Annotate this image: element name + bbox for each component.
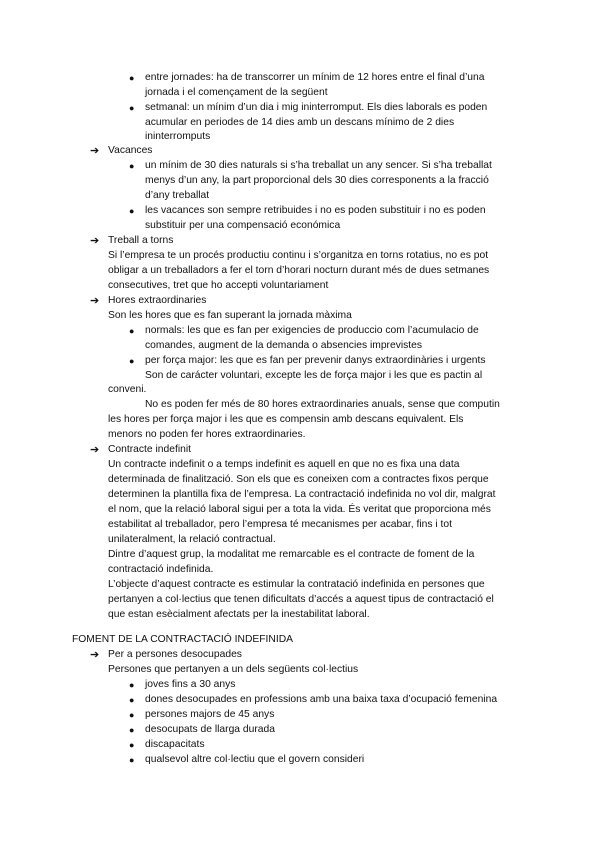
section-heading: Hores extraordinaries bbox=[108, 295, 207, 306]
text-line: conveni. bbox=[108, 384, 147, 395]
text-line: determinen la plantilla fixa de l’empresa. La contractació indefinida no vol dir, malgrat bbox=[108, 489, 496, 500]
section-heading: Per a persones desocupades bbox=[108, 649, 242, 660]
text-line: comandes, augment de la demanda o absencies imprevistes bbox=[145, 340, 423, 351]
bullet-icon: ● bbox=[129, 725, 135, 735]
text-line: normals: les que es fan per exigencies de produccio com l’acumulacio de bbox=[145, 325, 479, 336]
text-line: Son les hores que es fan superant la jornada màxima bbox=[108, 310, 352, 321]
section-heading: Treball a torns bbox=[108, 235, 174, 246]
list-item: desocupats de llarga durada bbox=[145, 724, 275, 735]
bullet-icon: ● bbox=[129, 740, 135, 750]
text-line: Dintre d’aquest grup, la modalitat me remarcable es el contracte de foment de la bbox=[108, 549, 475, 560]
text-line: L’objecte d’aquest contracte es estimular la contratació indefinida en persones que bbox=[108, 579, 485, 590]
arrow-right-icon: ➔ bbox=[90, 444, 100, 456]
text-line: setmanal: un mínim d’un dia i mig ininterromput. Els dies laborals es poden bbox=[145, 102, 488, 113]
text-line: el nom, que la relació laboral sigui per a tota la vida. És veritat que proporciona més bbox=[108, 504, 491, 515]
arrow-right-icon: ➔ bbox=[90, 295, 100, 307]
list-item: joves fins a 30 anys bbox=[145, 679, 236, 690]
text-line: entre jornades: ha de transcorrer un mínim de 12 hores entre el final d’una bbox=[145, 72, 485, 83]
text-line: substituir per una compensació económica bbox=[145, 220, 341, 231]
text-line: menys d’un any, la part proporcional dels 30 dies corresponents a la fracció bbox=[145, 175, 489, 186]
text-line: d’any treballat bbox=[145, 190, 210, 201]
list-item: dones desocupades en professions amb una baixa taxa d’ocupació femenina bbox=[145, 694, 498, 705]
text-line: les vacances son sempre retribuides i no es poden substituir i no es poden bbox=[145, 205, 486, 216]
section-heading: Vacances bbox=[108, 145, 153, 156]
text-line: estabilitat al treballador, pero l’empresa té mecanismes per acabar, fins i tot bbox=[108, 519, 452, 530]
arrow-right-icon: ➔ bbox=[90, 235, 100, 247]
arrow-right-icon: ➔ bbox=[90, 649, 100, 661]
text-line: un mínim de 30 dies naturals si s’ha treballat un any sencer. Si s’ha treballat bbox=[145, 160, 492, 171]
text-line: per força major: les que es fan per prevenir danys extraordinàries i urgents bbox=[145, 355, 486, 366]
text-line: les hores per força major i les que es compensin amb descans equivalent. Els bbox=[108, 414, 464, 425]
text-line: jornada i el començament de la següent bbox=[145, 87, 328, 98]
bullet-icon: ● bbox=[129, 755, 135, 765]
list-item: persones majors de 45 anys bbox=[145, 709, 275, 720]
text-line: contractació indefinida. bbox=[108, 564, 214, 575]
text-line: menors no poden fer hores extraordinaries. bbox=[108, 429, 306, 440]
text-line: Un contracte indefinit o a temps indefinit es aquell en que no es fixa una data bbox=[108, 459, 460, 470]
text-line: determinada de finalització. Son els que es coneixen com a contractes fixos perque bbox=[108, 474, 489, 485]
text-line: que estan esècialment afectats per la inestabilitat laboral. bbox=[108, 609, 370, 620]
text-line: acumular en periodes de 14 dies amb un descans mínimo de 2 dies bbox=[145, 117, 455, 128]
bullet-icon: ● bbox=[129, 695, 135, 705]
text-line: consecutives, tret que ho accepti voluntariament bbox=[108, 280, 329, 291]
bullet-icon: ● bbox=[129, 206, 135, 216]
bullet-icon: ● bbox=[129, 680, 135, 690]
arrow-right-icon: ➔ bbox=[90, 145, 100, 157]
bullet-icon: ● bbox=[129, 326, 135, 336]
text-line: unilateralment, la relació contractual. bbox=[108, 534, 276, 545]
text-line: Si l’empresa te un procés productiu continu i s’organitza en torns rotatius, no es pot bbox=[108, 250, 489, 261]
section-title: FOMENT DE LA CONTRACTACIÓ INDEFINIDA bbox=[72, 634, 294, 645]
text-line: Son de carácter voluntari, excepte les de força major i les que es pactin al bbox=[145, 370, 483, 381]
bullet-icon: ● bbox=[129, 103, 135, 113]
bullet-icon: ● bbox=[129, 161, 135, 171]
section-heading: Contracte indefinit bbox=[108, 444, 191, 455]
bullet-icon: ● bbox=[129, 73, 135, 83]
bullet-icon: ● bbox=[129, 356, 135, 366]
text-line: obligar a un treballadors a fer el torn d’horari nocturn durant més de dues setmanes bbox=[108, 265, 490, 276]
bullet-icon: ● bbox=[129, 710, 135, 720]
text-line: ininterromputs bbox=[145, 131, 211, 142]
text-line: No es poden fer més de 80 hores extraordinaries anuals, sense que computin bbox=[145, 399, 500, 410]
text-line: pertanyen a col·lectius que tenen dificultats d’accés a aquest tipus de contractació el bbox=[108, 594, 494, 605]
list-item: qualsevol altre col·lectiu que el govern consideri bbox=[145, 754, 365, 765]
text-line: Persones que pertanyen a un dels següents col·lectius bbox=[108, 664, 359, 675]
list-item: discapacitats bbox=[145, 739, 205, 750]
